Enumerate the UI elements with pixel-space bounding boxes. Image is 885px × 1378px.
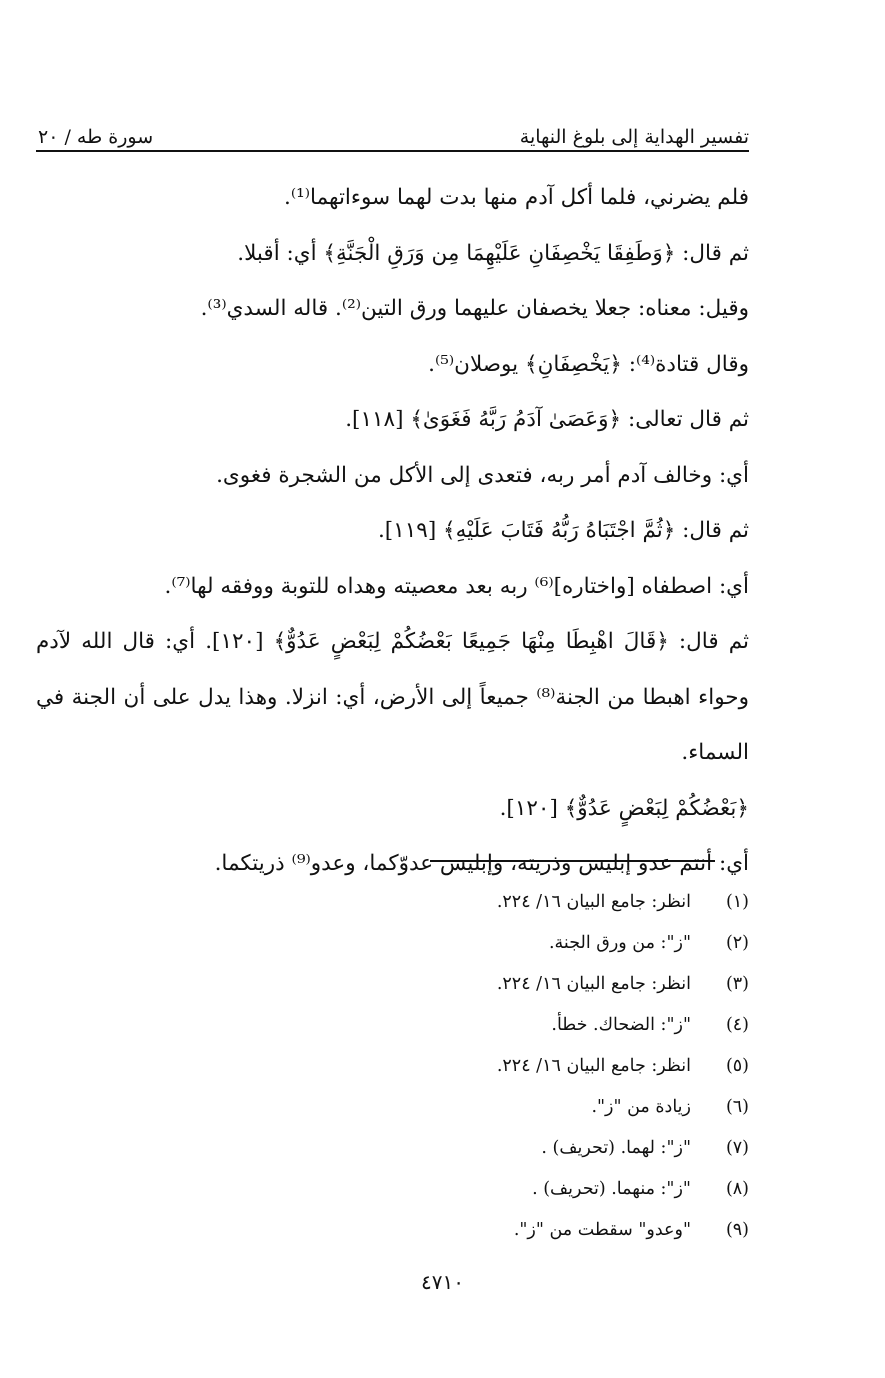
page-number: ٤٧١٠ bbox=[421, 1270, 464, 1294]
footnote-number: (٦) bbox=[725, 1097, 749, 1117]
paragraph: وقال قتادة⁽⁴⁾: ﴿يَخْصِفَانِ﴾ يوصلان⁽⁵⁾. bbox=[428, 351, 749, 377]
paragraph: فلم يضرني، فلما أكل آدم منها بدت لهما سوءاتهما⁽¹⁾. bbox=[284, 185, 749, 210]
footnote-text: "وعدو" سقطت من "ز". bbox=[513, 1220, 691, 1240]
footnote-text: "ز": الضحاك. خطأ. bbox=[551, 1015, 691, 1035]
paragraph: ثم قال: ﴿قَالَ اهْبِطَا مِنْهَا جَمِيعًا بَعْضُكُمْ لِبَعْضٍ عَدُوٌّ﴾ [١٢٠]. أي: قال الله لآدم وحواء اهبطا من الجنة⁽⁸⁾ جميعاً إلى الأرض، أي: انزلا. وهذا يدل على أن الجنة في السماء. bbox=[36, 629, 750, 765]
paragraph: ثم قال: ﴿وَطَفِقَا يَخْصِفَانِ عَلَيْهِمَا مِن وَرَقِ الْجَنَّةِ﴾ أي: أقبلا. bbox=[237, 240, 749, 266]
footnote-text: انظر: جامع البيان ١٦/ ٢٢٤. bbox=[496, 974, 691, 994]
footnote-number: (٤) bbox=[725, 1015, 749, 1035]
footnote-number: (٢) bbox=[725, 933, 749, 953]
footnote-text: "ز": من ورق الجنة. bbox=[548, 933, 691, 953]
footnote-number: (٣) bbox=[725, 974, 749, 994]
footnote bbox=[249, 964, 749, 1005]
footnote bbox=[249, 1005, 749, 1046]
paragraph: ﴿بَعْضُكُمْ لِبَعْضٍ عَدُوٌّ﴾ [١٢٠]. bbox=[499, 795, 749, 821]
footnote bbox=[249, 882, 749, 923]
footnote-number: (١) bbox=[725, 892, 749, 912]
footnote-separator bbox=[430, 860, 715, 862]
footnote bbox=[249, 1087, 749, 1128]
footnote-text: انظر: جامع البيان ١٦/ ٢٢٤. bbox=[496, 892, 691, 912]
footnotes bbox=[249, 882, 749, 1251]
paragraph: ثم قال تعالى: ﴿وَعَصَىٰ آدَمُ رَبَّهُ فَغَوَىٰ﴾ [١١٨]. bbox=[345, 407, 749, 432]
surah-reference: سورة طه / ٢٠ bbox=[38, 126, 154, 148]
footnote-text: "ز": لهما. (تحريف) . bbox=[541, 1138, 691, 1158]
book-title: تفسير الهداية إلى بلوغ النهاية bbox=[519, 126, 749, 148]
footnote bbox=[249, 1128, 749, 1169]
paragraph: أي: أنتم عدو إبليس وذريته، وإبليس عدوّكما، وعدو⁽⁹⁾ ذريتكما. bbox=[214, 851, 749, 876]
running-header bbox=[38, 112, 749, 148]
footnote bbox=[249, 923, 749, 964]
footnote-text: انظر: جامع البيان ١٦/ ٢٢٤. bbox=[496, 1056, 691, 1076]
footnote-number: (٥) bbox=[725, 1056, 749, 1076]
footnote-number: (٩) bbox=[725, 1220, 749, 1240]
main-text bbox=[36, 170, 749, 892]
footnote-number: (٧) bbox=[725, 1138, 749, 1158]
paragraph: أي: اصطفاه [واختاره]⁽⁶⁾ ربه بعد معصيته وهداه للتوبة ووفقه لها⁽⁷⁾. bbox=[164, 573, 749, 599]
paragraph: أي: وخالف آدم أمر ربه، فتعدى إلى الأكل من الشجرة فغوى. bbox=[216, 462, 749, 488]
footnote-number: (٨) bbox=[725, 1179, 749, 1199]
footnote-text: "ز": منهما. (تحريف) . bbox=[532, 1179, 691, 1199]
footnote-text: زيادة من "ز". bbox=[591, 1097, 691, 1117]
header-rule bbox=[36, 150, 749, 152]
paragraph: وقيل: معناه: جعلا يخصفان عليهما ورق التين⁽²⁾. قاله السدي⁽³⁾. bbox=[200, 296, 749, 321]
footnote bbox=[249, 1169, 749, 1210]
footnote bbox=[249, 1210, 749, 1251]
footnote bbox=[249, 1046, 749, 1087]
paragraph: ثم قال: ﴿ثُمَّ اجْتَبَاهُ رَبُّهُ فَتَابَ عَلَيْهِ﴾ [١١٩]. bbox=[377, 518, 749, 543]
